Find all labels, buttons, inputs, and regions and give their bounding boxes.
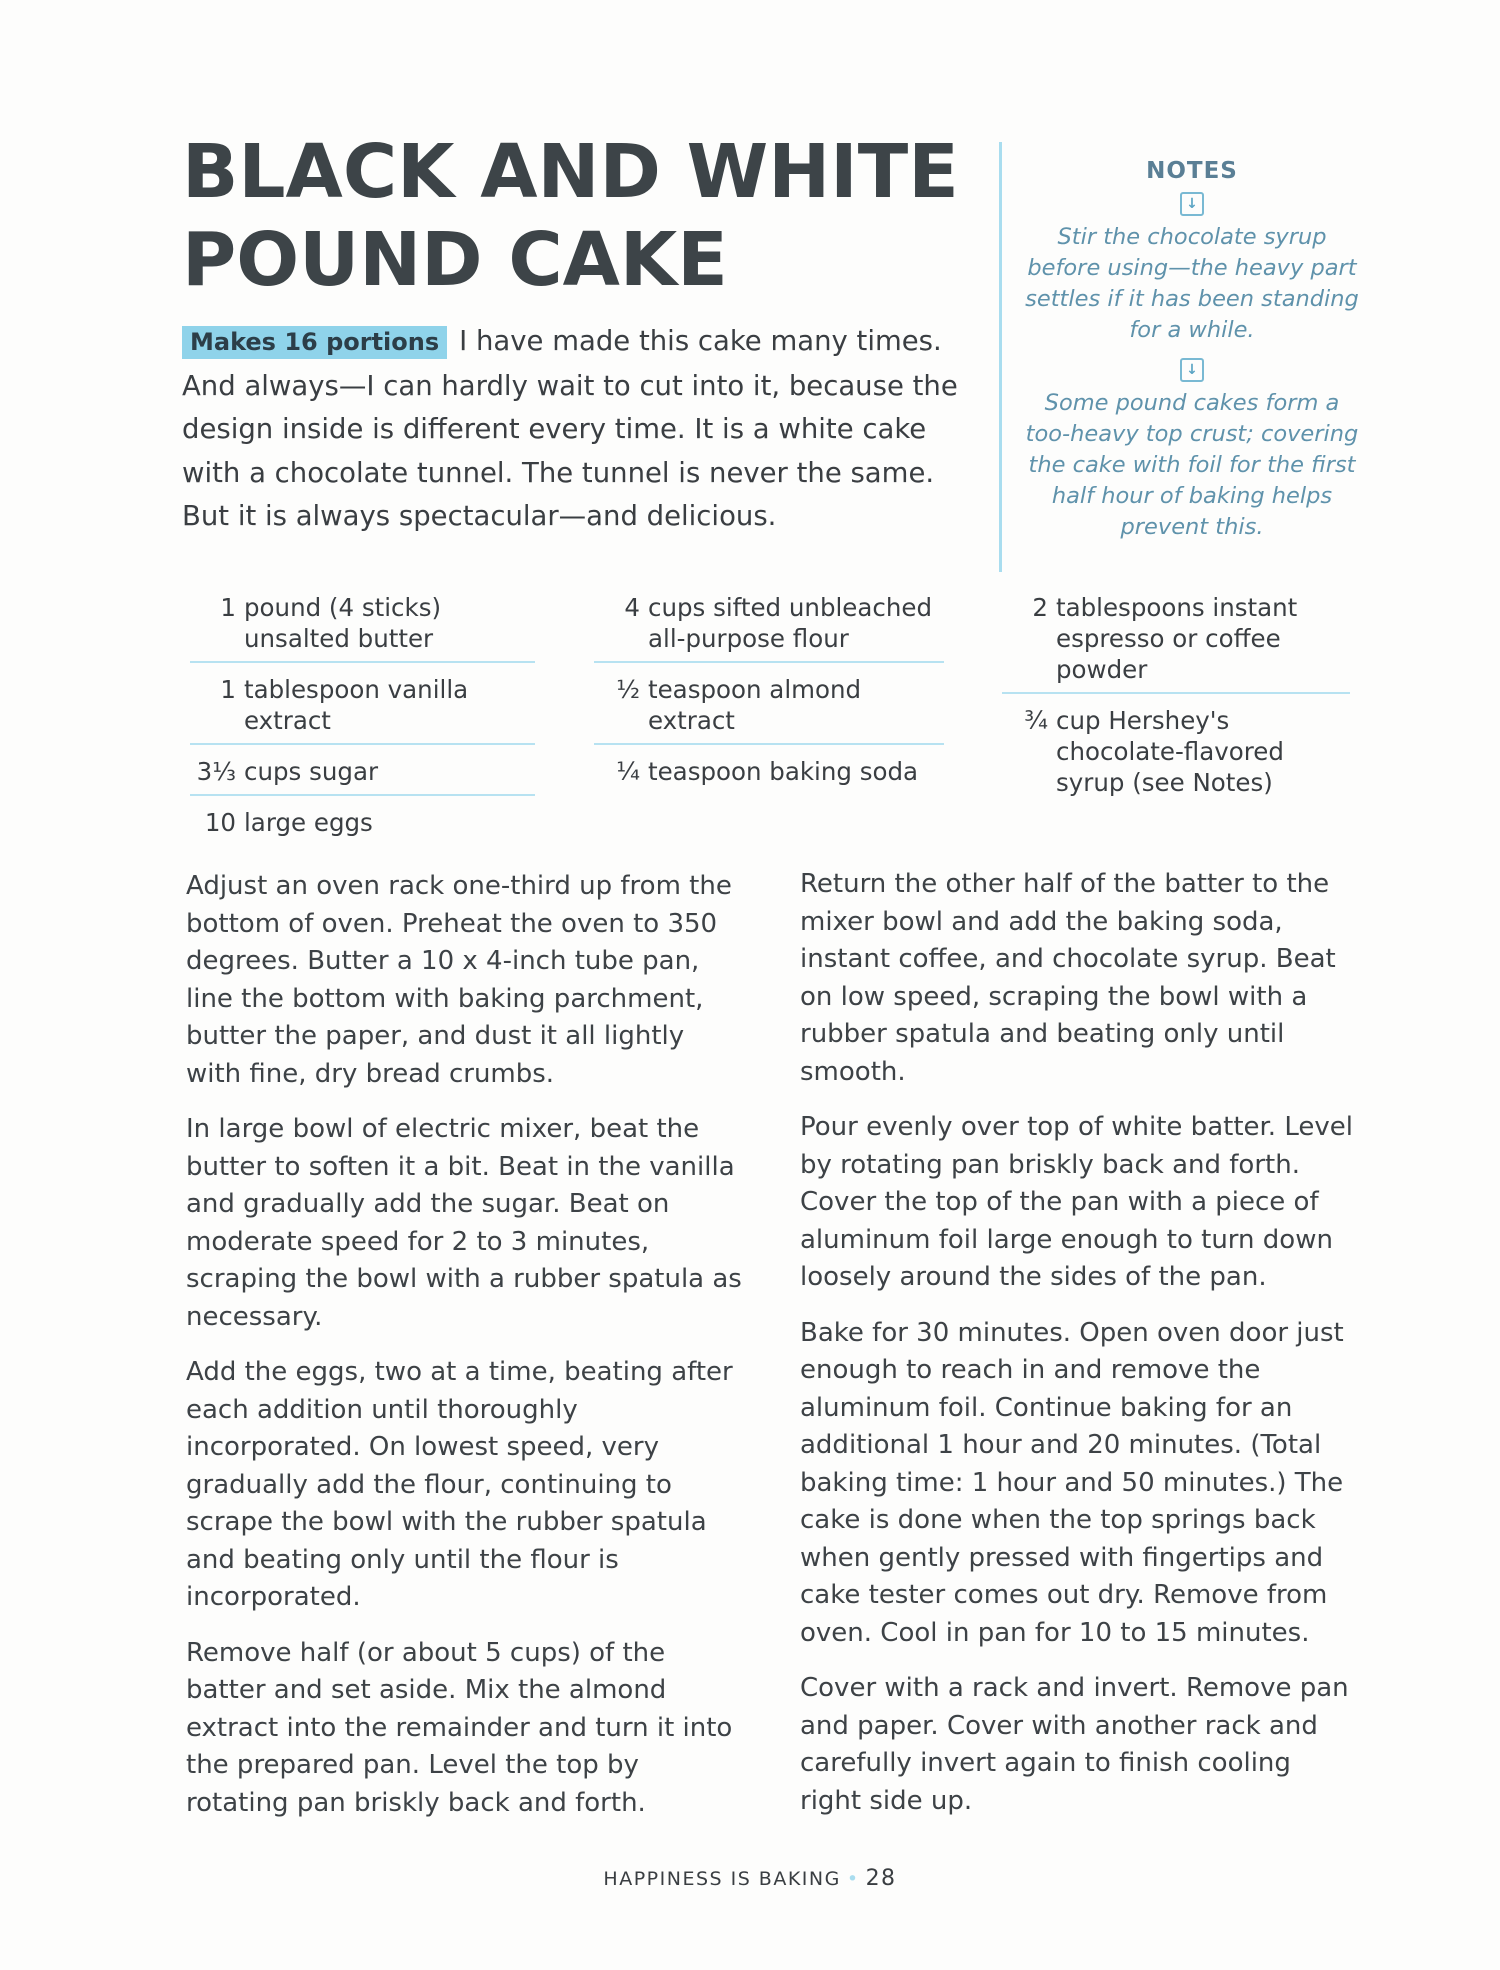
ingredient-qty: 4 bbox=[624, 593, 640, 622]
instruction-paragraph: Cover with a rack and invert. Remove pan and paper. Cover with another rack and carefully invert again to finish cooling right side up. bbox=[800, 1673, 1349, 1816]
ingredient-qty: ½ bbox=[616, 675, 640, 704]
ingredients-column-1 bbox=[190, 590, 535, 854]
ingredient-item: pound (4 sticks) unsalted butter bbox=[244, 593, 442, 653]
ingredient-row bbox=[594, 590, 944, 663]
down-arrow-box-icon: ↓ bbox=[1180, 358, 1204, 382]
instruction-paragraph: Bake for 30 minutes. Open oven door just enough to reach in and remove the aluminum foil. Continue baking for an additional 1 hour and 20 minutes. (Total baking time: 1 hour and 50 minutes.) The cake is done when the top springs back when gently pressed with fingertips and cake tester comes out dry. Remove from oven. Cool in pan for 10 to 15 minutes. bbox=[800, 1317, 1344, 1648]
ingredients-column-3 bbox=[1002, 590, 1350, 814]
ingredient-row bbox=[190, 672, 535, 745]
ingredient-item: tablespoon vanilla extract bbox=[244, 675, 469, 735]
title-line-2: POUND CAKE bbox=[182, 217, 728, 303]
ingredient-row bbox=[1002, 590, 1350, 694]
ingredients-column-2 bbox=[594, 590, 944, 803]
down-arrow-box-icon: ↓ bbox=[1180, 192, 1204, 216]
ingredient-row bbox=[190, 805, 535, 845]
instruction-paragraph: Return the other half of the batter to the mixer bowl and add the baking soda, instant coffee, and chocolate syrup. Beat on low speed, scraping the bowl with a rubber spatula and beating only until smooth. bbox=[800, 869, 1336, 1087]
instruction-paragraph: In large bowl of electric mixer, beat the butter to soften it a bit. Beat in the vanilla and gradually add the sugar. Beat on moderate speed for 2 to 3 minutes, scraping the bowl with a rubber spatula as necessary. bbox=[186, 1114, 742, 1332]
ingredient-item: cup Hershey's chocolate-flavored syrup (see Notes) bbox=[1056, 706, 1284, 797]
ingredient-item: cups sifted unbleached all-purpose flour bbox=[648, 593, 933, 653]
instruction-paragraph: Add the eggs, two at a time, beating after each addition until thoroughly incorporated. On lowest speed, very gradually add the flour, continuing to scrape the bowl with the rubber spatula and beating only until the flour is incorporated. bbox=[186, 1357, 733, 1612]
ingredient-qty: 10 bbox=[204, 808, 236, 837]
intro-text: I have made this cake many times. And always—I can hardly wait to cut into it, because the design inside is different every time. It is a white cake with a chocolate tunnel. The tunnel is never the same. But it is always spectacular—and delicious. bbox=[182, 325, 958, 532]
ingredient-qty: 2 bbox=[1032, 593, 1048, 622]
ingredient-qty: ¼ bbox=[616, 757, 640, 786]
ingredient-qty: 1 bbox=[220, 593, 236, 622]
ingredient-item: teaspoon almond extract bbox=[648, 675, 862, 735]
ingredient-row bbox=[190, 590, 535, 663]
notes-sidebar bbox=[1022, 158, 1362, 555]
intro-paragraph bbox=[182, 320, 962, 539]
notes-divider bbox=[999, 142, 1002, 572]
notes-title: NOTES bbox=[1146, 158, 1238, 184]
separator-dot: • bbox=[846, 1868, 860, 1890]
ingredient-row bbox=[594, 754, 944, 794]
page-number: 28 bbox=[865, 1866, 897, 1891]
instruction-paragraph: Remove half (or about 5 cups) of the batter and set aside. Mix the almond extract into the remainder and turn it into the prepared pan. Level the top by rotating pan briskly back and forth. bbox=[186, 1637, 733, 1818]
ingredient-row bbox=[1002, 703, 1350, 805]
instruction-paragraph: Adjust an oven rack one-third up from the bottom of oven. Preheat the oven to 350 degrees. Butter a 10 x 4-inch tube pan, line the bottom with baking parchment, butter the paper, and dust it all lightly with fine, dry bread crumbs. bbox=[186, 871, 732, 1089]
ingredient-row bbox=[594, 672, 944, 745]
yield-badge: Makes 16 portions bbox=[182, 326, 447, 359]
ingredient-item: tablespoons instant espresso or coffee powder bbox=[1056, 593, 1298, 684]
instruction-paragraph: Pour evenly over top of white batter. Level by rotating pan briskly back and forth. Cover the top of the pan with a piece of aluminum foil large enough to turn down loosely around the sides of the pan. bbox=[800, 1112, 1353, 1292]
title-line-1: BLACK AND WHITE bbox=[182, 129, 959, 215]
ingredient-item: teaspoon baking soda bbox=[648, 757, 919, 786]
ingredient-qty: 3⅓ bbox=[196, 757, 236, 786]
ingredient-qty: 1 bbox=[220, 675, 236, 704]
instructions-right-column bbox=[800, 866, 1360, 1838]
note-2: Some pound cakes form a too-heavy top crust; covering the cake with foil for the first half hour of baking helps prevent this. bbox=[1025, 390, 1359, 540]
ingredient-row bbox=[190, 754, 535, 796]
ingredient-qty: ¾ bbox=[1024, 706, 1048, 735]
book-title: HAPPINESS IS BAKING bbox=[603, 1868, 841, 1890]
page-footer bbox=[0, 1866, 1500, 1891]
recipe-title bbox=[182, 128, 959, 304]
note-1: Stir the chocolate syrup before using—the heavy part settles if it has been standing for a while. bbox=[1025, 224, 1359, 343]
ingredient-item: large eggs bbox=[244, 808, 373, 837]
ingredient-item: cups sugar bbox=[244, 757, 379, 786]
instructions-left-column bbox=[186, 868, 746, 1840]
